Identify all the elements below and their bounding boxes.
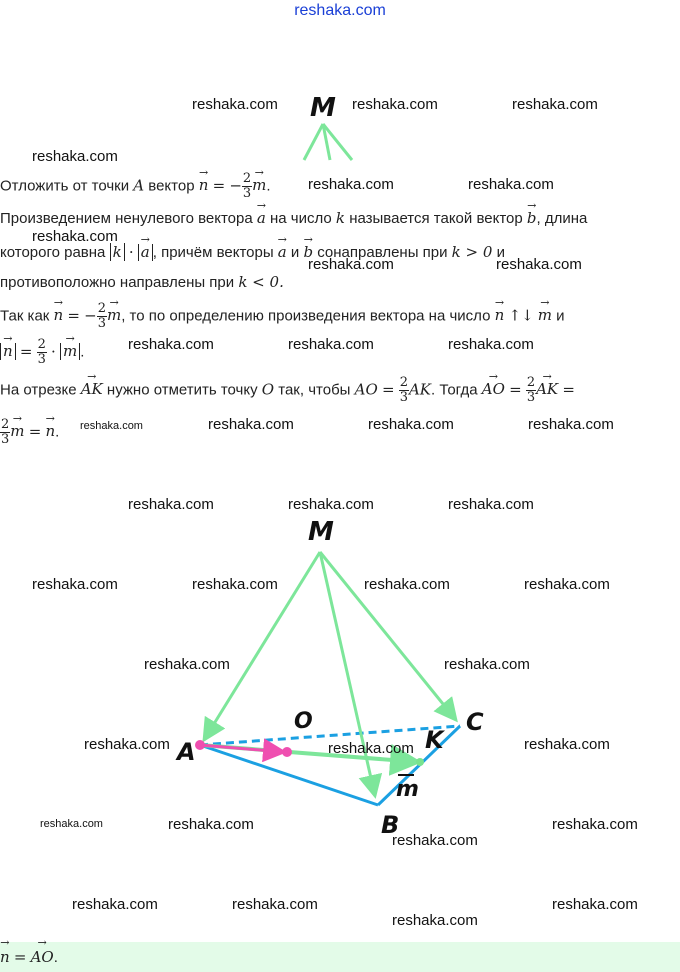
watermark: reshaka.com bbox=[528, 416, 614, 433]
label-m-top: M bbox=[310, 93, 336, 123]
watermark: reshaka.com bbox=[444, 656, 530, 673]
point-k-marker bbox=[416, 758, 424, 766]
watermark: reshaka.com bbox=[32, 576, 118, 593]
site-header[interactable]: reshaka.com bbox=[294, 2, 386, 19]
watermark: reshaka.com bbox=[328, 740, 414, 757]
watermark: reshaka.com bbox=[232, 896, 318, 913]
watermark: reshaka.com bbox=[364, 576, 450, 593]
watermark: reshaka.com bbox=[552, 896, 638, 913]
watermark: reshaka.com bbox=[208, 416, 294, 433]
watermark: reshaka.com bbox=[352, 96, 438, 113]
answer-bar bbox=[0, 942, 680, 972]
watermark: reshaka.com bbox=[128, 496, 214, 513]
solution-line-6: → n = $\frac{2}{3}$ · → m . bbox=[0, 338, 84, 367]
watermark: reshaka.com bbox=[288, 496, 374, 513]
watermark: reshaka.com bbox=[524, 576, 610, 593]
label-m: M bbox=[308, 517, 334, 547]
watermark: reshaka.com bbox=[40, 818, 103, 830]
label-vector-m: m bbox=[396, 777, 419, 802]
solution-line-8: $\frac{2}{3}$ → m = → n. bbox=[0, 418, 59, 447]
watermark: reshaka.com bbox=[168, 816, 254, 833]
watermark: reshaka.com bbox=[288, 336, 374, 353]
point-o-marker bbox=[282, 747, 292, 757]
answer-text: → n = → AO. bbox=[0, 948, 58, 966]
watermark: reshaka.com bbox=[84, 736, 170, 753]
solution-line-3: которого равна k · → a , причём векторы → a и → b сонаправлены при k > 0 и bbox=[0, 242, 505, 263]
label-a: A bbox=[177, 738, 196, 766]
watermark: reshaka.com bbox=[308, 256, 394, 273]
watermark: reshaka.com bbox=[448, 496, 534, 513]
label-k: K bbox=[425, 726, 444, 754]
edge-ma-fragment bbox=[304, 124, 323, 160]
watermark: reshaka.com bbox=[80, 420, 143, 432]
watermark: reshaka.com bbox=[192, 96, 278, 113]
watermark: reshaka.com bbox=[368, 416, 454, 433]
watermark: reshaka.com bbox=[72, 896, 158, 913]
watermark: reshaka.com bbox=[468, 176, 554, 193]
watermark: reshaka.com bbox=[308, 176, 394, 193]
watermark: reshaka.com bbox=[496, 256, 582, 273]
watermark: reshaka.com bbox=[524, 736, 610, 753]
watermark: reshaka.com bbox=[392, 832, 478, 849]
watermark: reshaka.com bbox=[32, 228, 118, 245]
watermark: reshaka.com bbox=[512, 96, 598, 113]
pyramid-figure bbox=[0, 500, 680, 860]
solution-line-1: Отложить от точки A вектор → n = − $\frac{2}{3}$ → m. bbox=[0, 172, 271, 201]
solution-line-4: противоположно направлены при k < 0. bbox=[0, 273, 284, 291]
solution-line-2: Произведением ненулевого вектора → a на число k называется такой вектор → b, длина bbox=[0, 208, 587, 229]
watermark: reshaka.com bbox=[128, 336, 214, 353]
watermark: reshaka.com bbox=[32, 148, 118, 165]
watermark: reshaka.com bbox=[448, 336, 534, 353]
label-c: C bbox=[466, 708, 484, 736]
watermark: reshaka.com bbox=[392, 912, 478, 929]
solution-line-7: На отрезке → AK нужно отметить точку O так, чтобы AO = $\frac{2}{3}$ AK. Тогда → AO = $\frac{2}{3}$ → AK = bbox=[0, 376, 575, 405]
solution-line-5: Так как → n = − $\frac{2}{3}$ → m, то по определению произведения вектора на число → n ↑↓ → m и bbox=[0, 302, 565, 331]
label-b: B bbox=[381, 811, 400, 839]
watermark: reshaka.com bbox=[144, 656, 230, 673]
label-o: O bbox=[294, 709, 313, 734]
watermark: reshaka.com bbox=[192, 576, 278, 593]
watermark: reshaka.com bbox=[552, 816, 638, 833]
point-a-marker bbox=[195, 740, 205, 750]
